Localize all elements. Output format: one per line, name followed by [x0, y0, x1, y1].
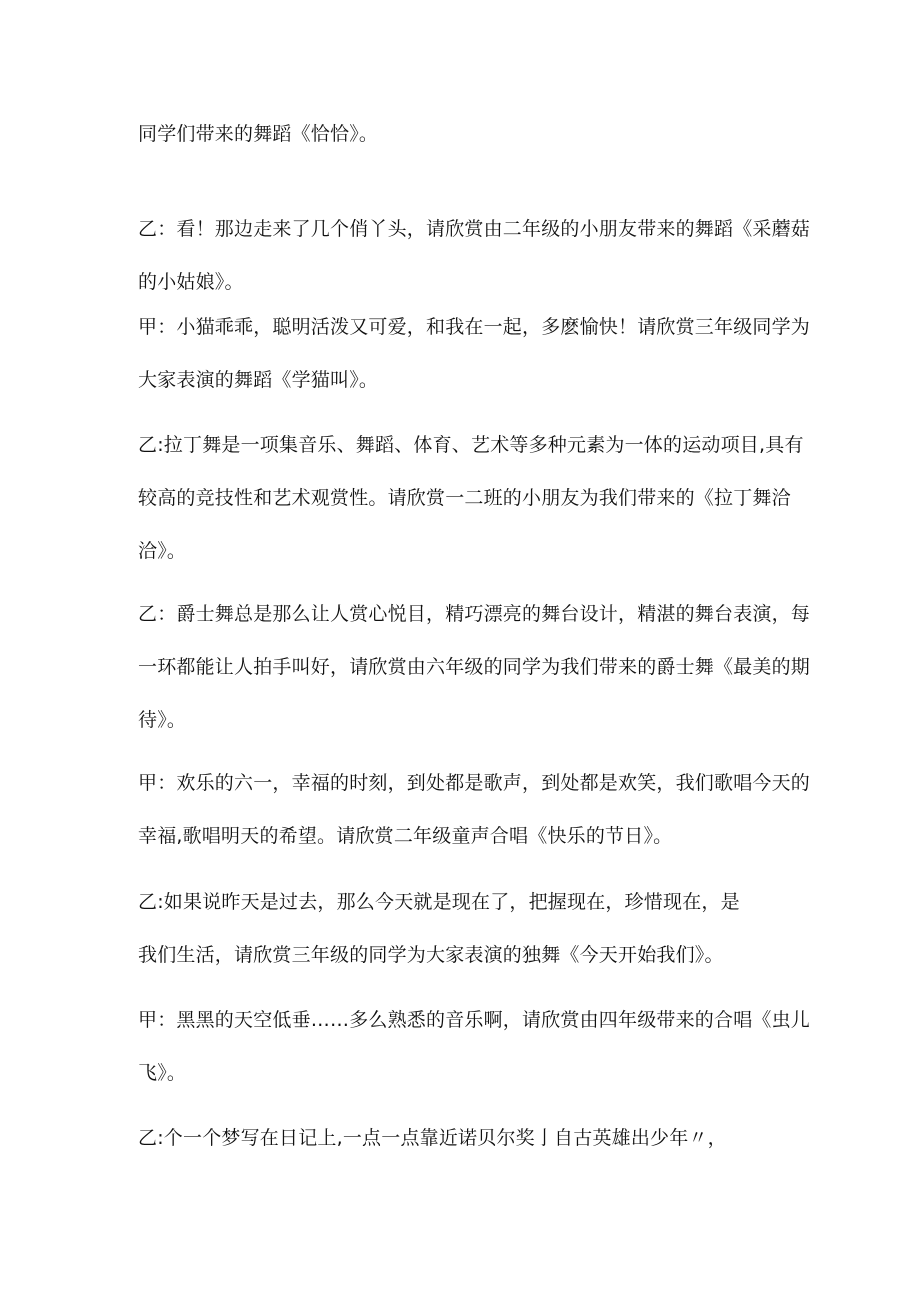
paragraph-2 [138, 203, 811, 309]
paragraph-3 [138, 301, 811, 407]
paragraph-line: 的小姑娘》。 [138, 271, 244, 293]
paragraph-line: 甲：黑黑的天空低垂……多么熟悉的音乐啊，请欣赏由四年级带来的合唱《虫儿 [138, 1009, 811, 1031]
paragraph-line: 甲：小猫乖乖，聪明活泼又可爱，和我在一起，多麽愉快！请欣赏三年级同学为 [138, 316, 811, 338]
paragraph-line: 乙：爵士舞总是那么让人赏心悦目，精巧漂亮的舞台设计，精湛的舞台表演，每 [138, 603, 811, 625]
paragraph-5 [138, 588, 811, 747]
paragraph-line: 同学们带来的舞蹈《恰恰》。 [138, 123, 379, 145]
paragraph-9 [138, 1112, 788, 1165]
paragraph-line: 幸福,歌唱明天的希望。请欣赏二年级童声合唱《快乐的节日》。 [138, 825, 673, 847]
paragraph-1 [138, 108, 788, 161]
paragraph-6 [138, 757, 811, 863]
paragraph-4 [138, 419, 804, 578]
paragraph-line: 飞》。 [138, 1062, 187, 1084]
paragraph-line: 大家表演的舞蹈《学猫叫》。 [138, 369, 379, 391]
paragraph-line: 乙:如果说昨天是过去，那么今天就是现在了，把握现在，珍惜现在，是 [138, 891, 740, 913]
paragraph-line: 乙：看！那边走来了几个俏丫头，请欣赏由二年级的小朋友带来的舞蹈《采蘑菇 [138, 218, 811, 240]
paragraph-line: 较高的竞技性和艺术观赏性。请欣赏一二班的小朋友为我们带来的《拉丁舞洽 [138, 487, 791, 509]
paragraph-7 [138, 876, 788, 982]
paragraph-line: 乙:拉丁舞是一项集音乐、舞蹈、体育、艺术等多种元素为一体的运动项目,具有 [138, 434, 804, 456]
paragraph-line: 乙:个一个梦写在日记上,一点一点靠近诺贝尔奖亅自古英雄出少年〃， [138, 1127, 727, 1149]
paragraph-line: 洽》。 [138, 540, 187, 562]
paragraph-8 [138, 994, 811, 1100]
paragraph-line: 甲：欢乐的六一，幸福的时刻，到处都是歌声，到处都是欢笑，我们歌唱今天的 [138, 772, 811, 794]
paragraph-line: 我们生活，请欣赏三年级的同学为大家表演的独舞《今天开始我们》。 [138, 944, 724, 966]
paragraph-line: 一环都能让人拍手叫好，请欣赏由六年级的同学为我们带来的爵士舞《最美的期 [138, 656, 811, 678]
paragraph-line: 待》。 [138, 709, 187, 731]
